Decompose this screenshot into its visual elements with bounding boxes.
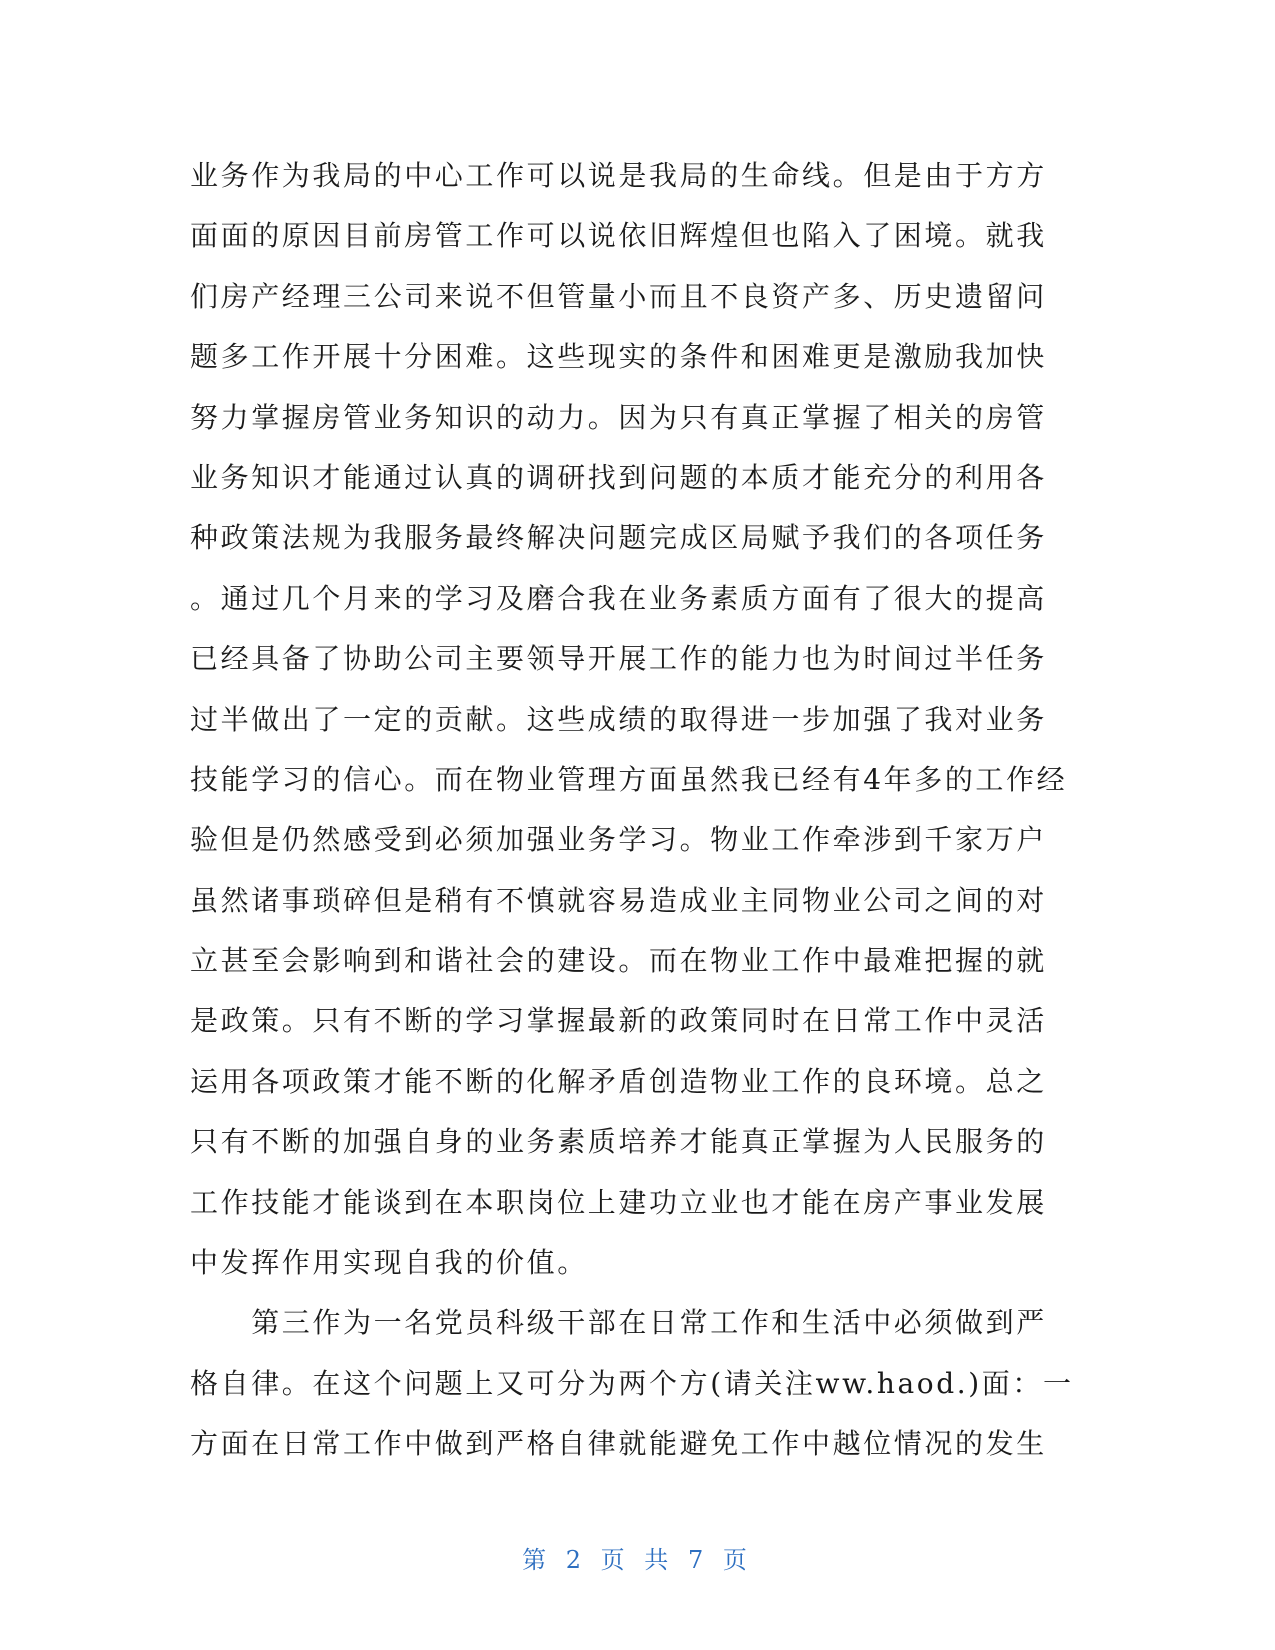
- text-line: 。通过几个月来的学习及磨合我在业务素质方面有了很大的提高: [190, 581, 1047, 615]
- text-line: 工作技能才能谈到在本职岗位上建功立业也才能在房产事业发展: [190, 1185, 1047, 1219]
- text-line: 格自律。在这个问题上又可分为两个方(请关注ww.haod.)面：一: [190, 1366, 1074, 1400]
- text-line: 过半做出了一定的贡献。这些成绩的取得进一步加强了我对业务: [190, 702, 1047, 736]
- text-line: 第三作为一名党员科级干部在日常工作和生活中必须做到严: [190, 1306, 1047, 1340]
- page-number-footer: 第 2 页 共 7 页: [522, 1546, 753, 1574]
- text-line: 种政策法规为我服务最终解决问题完成区局赋予我们的各项任务: [190, 521, 1047, 555]
- text-line: 验但是仍然感受到必须加强业务学习。物业工作牵涉到千家万户: [190, 823, 1047, 857]
- text-line: 业务作为我局的中心工作可以说是我局的生命线。但是由于方方: [190, 159, 1047, 192]
- text-line: 虽然诸事琐碎但是稍有不慎就容易造成业主同物业公司之间的对: [190, 883, 1047, 917]
- text-line: 是政策。只有不断的学习掌握最新的政策同时在日常工作中灵活: [190, 1004, 1047, 1038]
- body-text: [190, 146, 1080, 1475]
- text-line: 努力掌握房管业务知识的动力。因为只有真正掌握了相关的房管: [190, 400, 1047, 434]
- text-line: 只有不断的加强自身的业务素质培养才能真正掌握为人民服务的: [190, 1125, 1047, 1159]
- text-line: 们房产经理三公司来说不但管量小而且不良资产多、历史遗留问: [190, 279, 1047, 313]
- text-line: 业务知识才能通过认真的调研找到问题的本质才能充分的利用各: [190, 460, 1047, 494]
- text-line: 立甚至会影响到和谐社会的建设。而在物业工作中最难把握的就: [190, 944, 1047, 978]
- text-line: 运用各项政策才能不断的化解矛盾创造物业工作的良环境。总之: [190, 1064, 1047, 1098]
- text-line: 方面在日常工作中做到严格自律就能避免工作中越位情况的发生: [190, 1427, 1047, 1461]
- text-line: 已经具备了协助公司主要领导开展工作的能力也为时间过半任务: [190, 642, 1047, 676]
- text-line: 面面的原因目前房管工作可以说依旧辉煌但也陷入了困境。就我: [190, 219, 1047, 253]
- text-line: 题多工作开展十分困难。这些现实的条件和困难更是激励我加快: [190, 340, 1047, 374]
- text-line: 技能学习的信心。而在物业管理方面虽然我已经有4年多的工作经: [190, 762, 1068, 796]
- text-line: 中发挥作用实现自我的价值。: [190, 1246, 588, 1280]
